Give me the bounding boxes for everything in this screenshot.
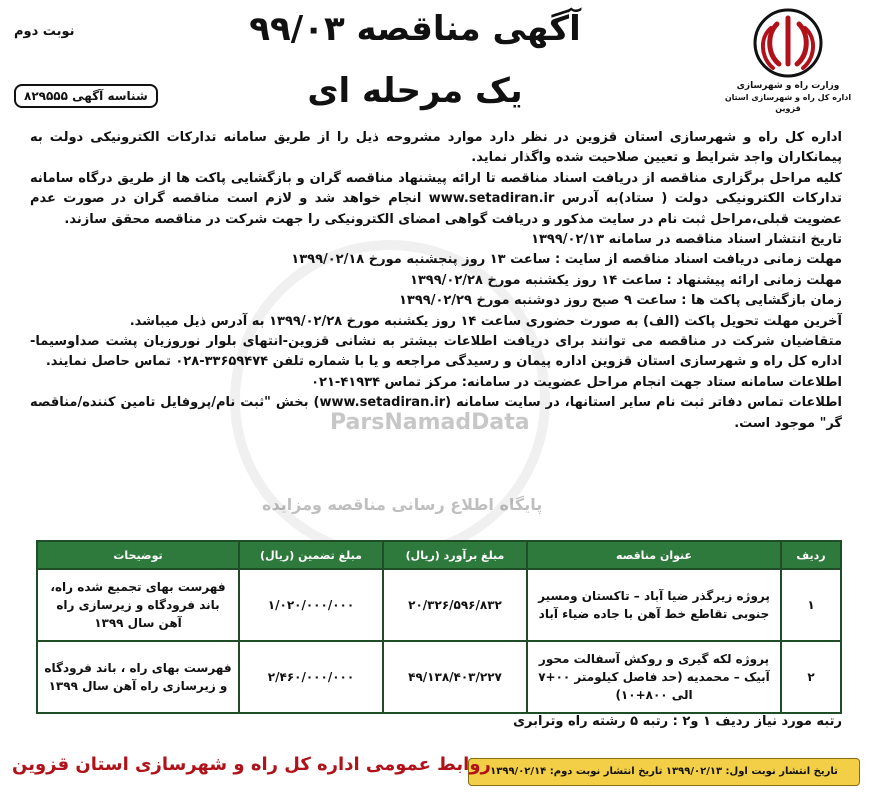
- watermark-text: پایگاه اطلاع رسانی مناقصه ومزایده: [262, 495, 543, 514]
- required-rank: رتبه مورد نیاز ردیف ۱ و۲ : رتبه ۵ رشته راه وترابری: [513, 714, 842, 729]
- col-notes: توضیحات: [37, 541, 239, 569]
- registration-text-a: اطلاعات تماس دفاتر ثبت نام سایر استانها، در سایت سامانه: [456, 395, 842, 411]
- table-row: [37, 641, 841, 713]
- header: [0, 0, 878, 124]
- procedure-text-b: انجام خواهد شد و لازم است مناقصه گران در صورت عدم عضویت قبلی،مراحل ثبت نام در سایت مذکور و دریافت گواهی امضای الکترونیکی را جهت شرکت در مناقصه محقق سازند.: [30, 191, 842, 227]
- intro-paragraph: اداره کل راه و شهرسازی استان قزوین در نظر دارد موارد مشروحه ذیل را از طریق سامانه تدارکات الکترونیکی دولت به پیمانکاران واجد شرایط و تعیین صلاحیت شده واگذار نماید.: [30, 130, 842, 166]
- contact-info: متقاضیان شرکت در مناقصه می توانند برای دریافت اطلاعات بیشتر به نشانی قزوین-انتهای بلوار نوروزیان پشت صداوسیما- اداره کل راه و شهرسازی استان قزوین اداره پیمان و رسیدگی مراجعه و یا با شماره تلفن ۳۳۶۵۹۴۷۴-۰۲۸ تماس حاصل نمایند.: [30, 334, 842, 370]
- docs-publish-date: تاریخ انتشار اسناد مناقصه در سامانه ۱۳۹۹/۰۲/۱۳: [531, 232, 842, 248]
- row-number: ۲: [781, 641, 841, 713]
- row-number: ۱: [781, 569, 841, 641]
- procedure-text-a: کلیه مراحل برگزاری مناقصه از دریافت اسناد مناقصه تا ارائه پیشنهاد مناقصه گران و بازگشایی پاکت ها از طریق درگاه سامانه تدارکات الکترونیکی دولت ( ستاد)به آدرس: [30, 170, 842, 207]
- ad-subtitle: یک مرحله ای: [307, 71, 523, 111]
- ad-id-badge: شناسه آگهی ۸۲۹۵۵۵: [14, 84, 158, 108]
- col-guarantee: مبلغ تضمین (ریال): [239, 541, 383, 569]
- ministry-name: وزارت راه و شهرسازی: [736, 81, 840, 91]
- procedure-paragraph: [30, 169, 842, 230]
- setad-link[interactable]: www.setadiran.ir: [428, 191, 555, 207]
- bid-opening-time: زمان بازگشایی پاکت ها : ساعت ۹ صبح روز دوشنبه مورخ ۱۳۹۹/۰۲/۲۹: [398, 293, 842, 309]
- ad-title: آگهی مناقصه ۹۹/۰۳: [249, 9, 581, 49]
- tender-title: پروژه لکه گیری و روکش آسفالت محور آبیک – محمدیه (حد فاصل کیلومتر ۰۰+۷ الی ۸۰۰+۱۰): [527, 641, 781, 713]
- registration-text-b: بخش "ثبت نام/پروفایل تامین کننده/مناقصه گر" موجود است.: [30, 395, 842, 431]
- public-relations-signature: روابط عمومی اداره کل راه و شهرسازی استان قزوین: [12, 754, 491, 775]
- col-row-number: ردیف: [781, 541, 841, 569]
- registration-offices: [30, 393, 842, 434]
- tender-table: [36, 540, 842, 714]
- guarantee-amount: ۱/۰۲۰/۰۰۰/۰۰۰: [239, 569, 383, 641]
- watermark-latin: ParsNamadData: [330, 410, 530, 435]
- iran-emblem-icon: [753, 8, 823, 78]
- setad-call-center: اطلاعات سامانه ستاد جهت انجام مراحل عضویت در سامانه: مرکز تماس ۴۱۹۳۴-۰۲۱: [311, 374, 842, 390]
- tender-title: پروژه زیرگذر ضیا آباد – تاکستان ومسیر جنوبی تقاطع خط آهن با جاده ضیاء آباد: [527, 569, 781, 641]
- publication-dates-bar: تاریخ انتشار نوبت اول: ۱۳۹۹/۰۲/۱۳ تاریخ انتشار نوبت دوم: ۱۳۹۹/۰۲/۱۴: [468, 758, 860, 786]
- envelope-deadline: آخرین مهلت تحویل پاکت (الف) به صورت حضوری ساعت ۱۴ روز یکشنبه مورخ ۱۳۹۹/۰۲/۲۸ به آدرس ذیل میباشد.: [129, 313, 842, 329]
- ad-body: [30, 128, 842, 434]
- col-tender-title: عنوان مناقصه: [527, 541, 781, 569]
- publication-turn: نوبت دوم: [14, 24, 75, 39]
- department-name: اداره کل راه و شهرسازی استان قزوین: [724, 93, 852, 113]
- tender-notes: فهرست بهای تجمیع شده راه، باند فرودگاه و زیرسازی راه آهن سال ۱۳۹۹: [37, 569, 239, 641]
- docs-receive-deadline: مهلت زمانی دریافت اسناد مناقصه از سایت : ساعت ۱۳ روز پنجشنبه مورخ ۱۳۹۹/۰۲/۱۸: [291, 252, 842, 268]
- estimate-amount: ۴۹/۱۳۸/۴۰۳/۲۲۷: [383, 641, 527, 713]
- table-header-row: [37, 541, 841, 569]
- table-row: [37, 569, 841, 641]
- setad-link-2[interactable]: (www.setadiran.ir): [313, 395, 452, 411]
- ministry-logo: [718, 8, 858, 116]
- guarantee-amount: ۲/۴۶۰/۰۰۰/۰۰۰: [239, 641, 383, 713]
- bid-submit-deadline: مهلت زمانی ارائه پیشنهاد : ساعت ۱۴ روز یکشنبه مورخ ۱۳۹۹/۰۲/۲۸: [409, 272, 842, 288]
- estimate-amount: ۲۰/۳۲۶/۵۹۶/۸۳۲: [383, 569, 527, 641]
- tender-notes: فهرست بهای راه ، باند فرودگاه و زیرسازی راه آهن سال ۱۳۹۹: [37, 641, 239, 713]
- col-estimate: مبلغ برآورد (ریال): [383, 541, 527, 569]
